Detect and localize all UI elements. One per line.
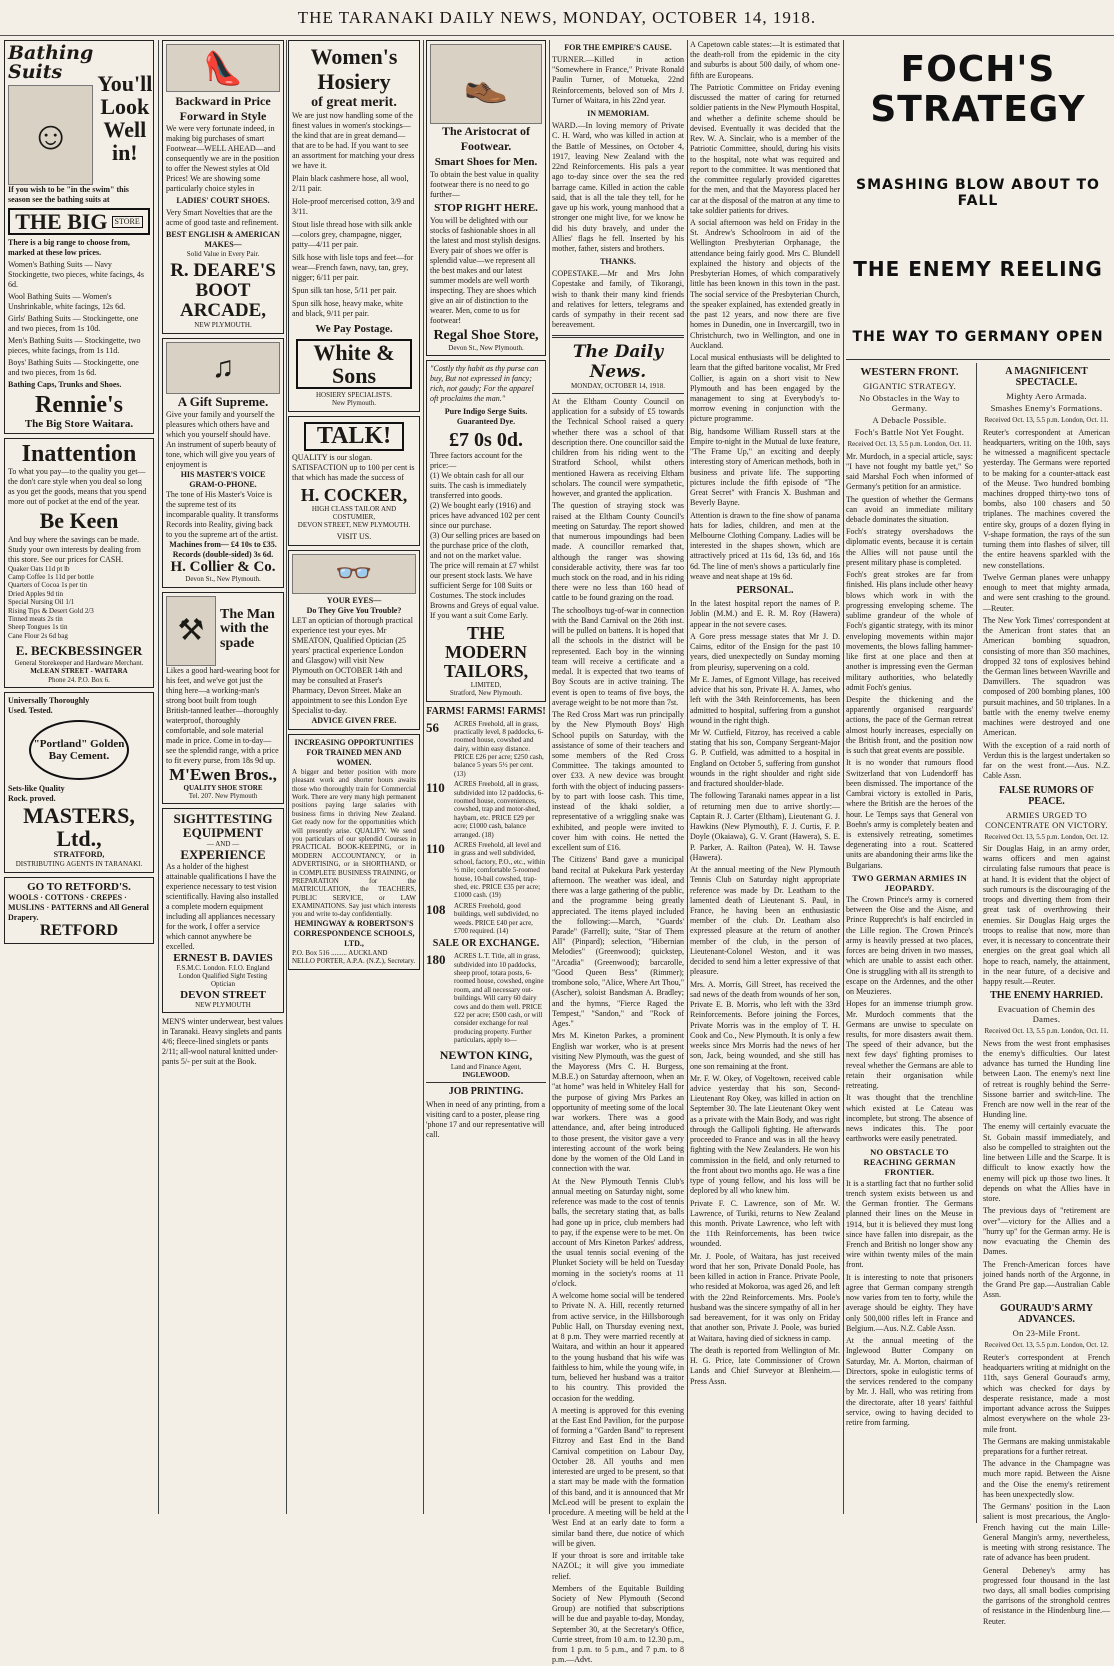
news-paragraph: Mr W. Cutfield, Fitzroy, has received a cable stating that his son, Company Sergeant-Major G. P. Cutfield, was admitted to a hospital in England on October 5, suffering from gunshot wounds in the right shoulder and right side and fractured shoulder-blade. bbox=[690, 728, 840, 789]
news-paragraph: The Red Cross Mart was run principally by the New Plymouth Boys' High School pupils on Saturday, with the assistance of some of their teachers and some members of the Red Cross Committee. The takings amounted to over £33. A new device was brought forth with the object of inducing passers-by to part with loose cash. This time, instead of the khaki soldier, a representative of a wriggling snake was exhibited, and people were invited to cover him with coins. He netted the excellent sum of £16. bbox=[552, 710, 684, 853]
hmv-text: The tone of His Master's Voice is the supreme test of its incomparable quality. It transforms Records into Reality, giving back to you the supreme art of the artist. bbox=[166, 489, 279, 539]
news-paragraph: The Patriotic Committee on Friday evening discussed the matter of caring for returned soldier patients in the New Plymouth Hospital, and whether a definite scheme should be devised. Eventually it was decided that the Rev. W. A. Sinclair, who is a member of the Patriotic Committee, should, during his visits to the hospital, note what was required and report to the committee. It was mentioned that the committee regularly provided cigarettes for the men, and that the Mayoress placed her car at the disposal of the matron at any time to take soldier patients for drives. bbox=[690, 82, 840, 215]
in-text: in! bbox=[111, 140, 138, 166]
gift-text: Give your family and yourself the pleasures which others have and which you yourself should have. An instrument of superb beauty of tone, which will give you years of enjoyment is bbox=[166, 409, 276, 469]
news-paragraph: Members of the Equitable Building Society of New Plymouth (Second Group) are notified that subscriptions will be due and payable to-day, Monday, September 30, at the Secretary's Office, Currie street, from 10 a.m. to 12.30 p.m., from 1 p.m. to 5 p.m., and 7 p.m. to 8 p.m.—Advt. bbox=[552, 1583, 684, 1665]
news-paragraph: The French-American forces have joined hands north of the Argonne, in the Grand Pre gap.—Australian Cable Assn. bbox=[983, 1259, 1110, 1300]
increasing-heading: INCREASING OPPORTUNITIES FOR TRAINED MEN AND WOMEN. bbox=[294, 737, 414, 767]
big-store-logo: THE BIG bbox=[15, 209, 108, 234]
masthead-title: THE TARANAKI DAILY NEWS, MONDAY, OCTOBER 14, 1918. bbox=[297, 8, 817, 27]
hemingway-secretary: NELLO PORTER, A.P.A. (N.Z.), Secretary. bbox=[292, 957, 416, 966]
farm-listing bbox=[426, 780, 546, 839]
list-item: Silk hose with lisle tops and feet—for wear—French fawn, navy, tan, grey, nigger; 6/11 per pair. bbox=[292, 252, 414, 282]
newton-king-name: NEWTON KING, bbox=[439, 1047, 533, 1062]
white-sons-logo: White & Sons bbox=[296, 339, 412, 389]
modern-tailors-ltd: LIMITED, bbox=[470, 680, 502, 689]
fochs-strategy-headline: FOCH'S STRATEGY bbox=[870, 49, 1086, 130]
battle-not-fought: Foch's Battle Not Yet Fought. bbox=[854, 427, 965, 438]
column-3 bbox=[288, 40, 420, 1514]
great-merit-heading: of great merit. bbox=[311, 94, 397, 110]
beckbessinger-phone: Phone 24. P.O. Box 6. bbox=[48, 675, 110, 684]
list-item: Men's Bathing Suits — Stockingette, two pieces, white facings, from 1s 11d. bbox=[8, 336, 141, 356]
regal-text: You will be delighted with our stocks of fashionable shoes in all the latest and most stylish designs. Every pair of shoes we offer is splendid value—we represent all the best makes and our latest summer models are well worth inspecting. They are shoes which give an air of distinction to the wearer. Men, come to us for footwear! bbox=[430, 216, 541, 325]
list-item: Wool Bathing Suits — Women's Unshrinkable, white facings, 12s 6d. bbox=[8, 292, 126, 312]
rennies-subtitle: The Big Store Waitara. bbox=[24, 418, 134, 431]
sight-heading: SIGHTTESTING EQUIPMENT bbox=[173, 811, 273, 840]
news-paragraph: A meeting is approved for this evening at the East End Pavilion, for the purpose of forming a "Garden Band" to represent Fitzroy and East End in the Band Carnival competition on Labour Day, October 28. All youths and men interested are urged to be present, so that a start may be made with the formation of this band, and it is announced that Mr McLeod will be present to explain the procedure. A meeting will be held at the West End at an early date to form a similar band there, due notice of which will be given. bbox=[552, 1405, 684, 1548]
collier-name: H. Collier & Co. bbox=[170, 558, 276, 575]
smashing-blow-headline: SMASHING BLOW ABOUT TO FALL bbox=[856, 177, 1100, 210]
machines-price: Machines from— £4 10s to £35. bbox=[169, 539, 277, 549]
range-text: There is a big range to choose from, marked at these low prices. bbox=[8, 238, 130, 258]
rennies-logo: Rennie's bbox=[34, 392, 123, 419]
news-paragraph: A Capetown cable states:—It is estimated that the death-roll from the epidemic in the city and suburbs is about 500 daily, of whom one-fifth are Europeans. bbox=[690, 40, 840, 80]
news-paragraph: The New York Times' correspondent at the American front states that an American bombing squadron, consisting of more than 350 machines, dropped 32 tons of explosives behind the German lines between Wavrille and Damvillers. The squadron was composed of 200 bombing planes, 100 pursuit machines, and 50 triplanes. In a battle with the enemy twelve enemy machines were destroyed and one American. bbox=[983, 615, 1110, 738]
farm-listing bbox=[426, 952, 546, 1044]
aristocrat-heading: The Aristocrat of Footwear. bbox=[442, 124, 530, 153]
retfords-items: WOOLS · COTTONS · CREPES · MUSLINS · PATTERNS and All General Drapery. bbox=[8, 892, 149, 922]
column-2 bbox=[162, 40, 284, 1514]
news-paragraph: A welcome home social will be tendered to Private N. A. Hill, recently returned from active service, in the Hillsborough Public Hall, on Thursday evening next, at 8 p.m. They were married recently at Waitara, and within an hour it appeared to the young husband that his wife was faithless to him, while the young wife, in turn, believed her husband was a traitor to his country. This provided the occasion for the wedding. bbox=[552, 1291, 684, 1403]
regal-location: Devon St., New Plymouth. bbox=[448, 343, 524, 352]
store-label: STORE bbox=[112, 216, 143, 228]
news-paragraph: Sir Douglas Haig, in an army order, warns officers and men against circulating false rumours that peace is at hand. It is evident that the object of such rumours is the discouraging of the troops and diverting them from their great task of overthrowing their enemies. Sir Douglas Haig urges the troops to realise that now, more than ever, it is necessary to concentrate their energies on the great goal which all hope to reach, namely, the attainment, in the near future, of a decisive and happy result.—Reuter. bbox=[983, 843, 1110, 986]
postage-notice: We Pay Postage. bbox=[315, 322, 393, 335]
list-item: Women's Bathing Suits — Navy Stockingette, two pieces, white facings, 4s 6d. bbox=[8, 260, 144, 290]
beckbessinger-name: E. BECKBESSINGER bbox=[15, 643, 143, 659]
gramophone-icon: ♫ bbox=[166, 342, 280, 394]
inattention-heading: Inattention bbox=[21, 441, 137, 468]
gift-heading: A Gift Supreme. bbox=[177, 393, 269, 409]
deare-ad bbox=[162, 40, 284, 334]
davies-text: As a holder of the highest attainable qualifications I have the experience necessary to test vision scientifically. Having also installed a complete modern equipment including all appliances necessary for the work, I offer a service which cannot anywhere be excelled. bbox=[166, 861, 279, 951]
received-line: Received Oct. 13, 5.5 p.m. London, Oct. 11. bbox=[984, 1027, 1109, 1036]
and-text: — AND — bbox=[206, 839, 240, 848]
modern-tailors-location: Stratford, New Plymouth. bbox=[449, 689, 523, 698]
list-item: Quarters of Cocoa 1s per tin bbox=[8, 581, 88, 590]
news-paragraph: The following Taranaki names appear in a list of returning men due to arrive shortly:—Captain R. J. Carter (Eltham), Lieutenant G. J. Hawkins (New Plymouth), F. J. Curtis, F. P. Doyle (Okaiawa), G. V. Grant (Hawera), S. E. P. Parker, A. Railton (Patea), W. H. Tawse (Hawera). bbox=[690, 791, 840, 862]
hmv-heading: HIS MASTER'S VOICE GRAM-O-PHONE. bbox=[180, 469, 266, 489]
white-sons-location: New Plymouth. bbox=[332, 399, 376, 408]
farm-listing bbox=[426, 841, 546, 900]
new-plymouth-label: NEW PLYMOUTH bbox=[195, 1000, 251, 1009]
stop-right-here: STOP RIGHT HERE. bbox=[434, 202, 538, 214]
no-obstacle-heading: NO OBSTACLE TO REACHING GERMAN FRONTIER. bbox=[863, 1146, 956, 1177]
records-price: Records (double-sided) 3s 6d. bbox=[172, 549, 274, 559]
news-paragraph: Attention is drawn to the fine show of panama hats for ladies, children, and men at the Melbourne Clothing Company. Ladies will be interested in the shapes shown, which are attractively priced at 11s 6d, 13s 6d, and 16s 6d. The line of men's shows a particularly fine weave and neat shape at 19s 6d. bbox=[690, 510, 840, 581]
solid-value: Solid Value in Every Pair. bbox=[186, 250, 260, 258]
news-paragraph: In the latest hospital report the names of P. Joblin (M.M.) and E. R. M. Roy (Hawera) appear in the not severe cases. bbox=[690, 599, 840, 629]
newton-king-location: INGLEWOOD. bbox=[462, 1070, 510, 1079]
talk-heading: TALK! bbox=[304, 422, 404, 451]
hosiery-text: We are just now handling some of the finest values in women's stockings—the kind that are in great demand—that are to be had. If you want to see an assortment for matching your dress we have it. bbox=[292, 110, 415, 170]
news-paragraph: At the Eltham County Council on application for a subsidy of £5 towards the Technical School raised a query whether there was a school of that description there. One councillor said the children from his riding went to the Stratford School, whilst others mentioned Hawera as receiving Eltham scholars. The council were sympathetic, however, and granted the application. bbox=[552, 397, 684, 499]
news-paragraph: Reuter's correspondent at French headquarters writing at midnight on the 11th, says General Gouraud's army, which was checked for days by desperate resistance, made a most important advance across the Suippes almost everywhere on the whole 23-mile front. bbox=[983, 1352, 1110, 1434]
news-paragraph: It is a startling fact that no further solid trench system exists between us and the German frontier. The Germans planned their lines on the Meuse in 1914, but it is believed they must long since have fallen into disrepair, as the French and British no longer show any wire within twenty miles of the main front. bbox=[846, 1178, 973, 1270]
well-text: Well bbox=[103, 117, 147, 143]
received-line: Received Oct. 13, 5.5 p.m. London, Oct. 12. bbox=[984, 832, 1109, 841]
aero-armada-column bbox=[983, 363, 1110, 1626]
hemingway-name: HEMINGWAY & ROBERTSON'S CORRESPONDENCE SCHOOLS, LTD., bbox=[293, 918, 415, 948]
smashes-formations: Smashes Enemy's Formations. bbox=[990, 403, 1103, 414]
farm-desc: ACRES Freehold, all in grass, subdivided into 12 paddocks, 6-roomed house, conveniences, cowshed, trap and motor-shed, haybarn, etc. PRICE £29 per acre; £1000 cash, balance arranged. (18) bbox=[454, 780, 544, 839]
regal-name: Regal Shoe Store, bbox=[433, 328, 539, 343]
bathing-intro: If you wish to be "in the swim" this season see the bathing suits at bbox=[8, 185, 129, 204]
masters-name: MASTERS, Ltd., bbox=[23, 803, 135, 852]
modern-tailors-name: THE MODERN TAILORS, bbox=[443, 623, 529, 681]
spectacles-icon: 👓 bbox=[292, 554, 416, 594]
davies-credentials: F.S.M.C. London. F.I.O. England bbox=[176, 963, 270, 972]
news-paragraph: A social afternoon was held on Friday in the St. Andrew's Schoolroom in aid of the Wellington Presbyterian Orphanage, the attendance being fairly good. Mrs C. Blundell explained the history and objects of the Presbyterian Homes, of which comparatively little has been known in this town in the past. The social service of the Presbyterian Church, the speaker explained, has extended greatly in the past 12 years, and now there are five homes in Dunedin, one in Invercargill, two in Christchurch, two in Wellington, and one in Auckland. bbox=[690, 217, 840, 350]
farm-desc: ACRES L.T. Title, all in grass, subdivided into 10 paddocks, sheep proof, totara posts, 6-roomed house, cowshed, engine room, and all necessary out-buildings. Will carry 60 dairy cows and do them well. PRICE £22 per acre; £500 cash, or will consider exchange for real producing property. Further particulars, apply to— bbox=[454, 952, 544, 1045]
ladies-shoes: LADIES' COURT SHOES. bbox=[176, 196, 270, 205]
list-item: Stout lisle thread hose with silk ankle—colors grey, champagne, nigger, patty—4/11 per pair. bbox=[292, 219, 412, 249]
list-item: Camp Coffee 1s 11d per bottle bbox=[8, 572, 94, 581]
news-paragraph: The Germans' position in the Laon salient is most precarious, the Anglo-French having cut the main Lille-General Mangin's army, nevertheless, is meeting with strong resistance. The rate of advance has been prudent. bbox=[983, 1502, 1110, 1563]
news-paragraph: Foch's great strokes are far from finished. His plans include other heavy blows which work in with the progressing enveloping scheme. The sublime grandeur of the whole of Foch's gigantic strategy, with its minor enveloping movements within major movements, the blows falling hammer-like first at one place and then at another is impressing even the German military authorities, who belatedly admit Foch's genius. bbox=[846, 570, 973, 692]
your-eyes-heading: YOUR EYES— bbox=[326, 595, 382, 605]
debacle-possible: A Debacle Possible. bbox=[872, 415, 947, 426]
white-sons-ad bbox=[288, 40, 420, 412]
empire-cause-text: TURNER.—Killed in action "Somewhere in France," Private Ronald Paulin Turner, of Motueka, 22nd Reinforcements, beloved son of Mrs J. Turner of Waitara, in his 22nd year. bbox=[552, 55, 684, 105]
news-paragraph: Local musical enthusiasts will be delighted to learn that the gifted baritone vocalist, Mr Fred Collier, is again on a short visit to New Plymouth and has been engaged by the management to sing at Everybody's to-morrow evening in conjunction with the picture programme. bbox=[690, 353, 840, 424]
news-paragraph: Reuter's correspondent at American headquarters, writing on the 10th, says he witnessed a magnificent spectacle yesterday. The Germans were reported to be making for a counter-attack east of the Meuse. Two hundred bombing machines dropped thirty-two tons of bombs, also 100 chasers and 50 triplanes. The machines covered the entire sky, groups of a dozen flying in V-shape formation, the rays of the sun turning them into flashes of silver, till the entire heavens sparkled with the new constellations. bbox=[983, 427, 1110, 570]
concentrate-victory: ARMIES URGED TO CONCENTRATE ON VICTORY. bbox=[985, 809, 1108, 830]
cocker-name: H. COCKER, bbox=[300, 484, 408, 505]
smart-shoes-text: To obtain the best value in quality footwear there is no need to go further— bbox=[430, 170, 539, 199]
false-rumors-heading: FALSE RUMORS OF PEACE. bbox=[999, 784, 1094, 807]
deare-name: R. DEARE'S BOOT ARCADE, bbox=[170, 260, 276, 322]
hemingway-address: P.O. Box 516 ......... AUCKLAND bbox=[292, 948, 388, 957]
column-6 bbox=[690, 40, 840, 1514]
portland-cement-logo: "Portland" Golden Bay Cement. bbox=[29, 720, 129, 780]
news-paragraph: At the New Plymouth Tennis Club's annual meeting on Saturday night, some reference was made to the cost of tennis balls, the secretary stating that, as balls had gone up in price, club members had to pay, if the expense were to be met. On account of Mrs Kineton Parkes' address, the usual tennis social evening of the Plunket Society will be held on Tuesday morning in the society's rooms at 11 o'clock. bbox=[552, 1176, 684, 1288]
visit-us: VISIT US. bbox=[336, 531, 372, 541]
western-front-column bbox=[846, 363, 977, 1523]
cocker-address: DEVON STREET, NEW PLYMOUTH. bbox=[297, 521, 411, 530]
shoe-icon: 👠 bbox=[166, 44, 280, 92]
news-paragraph: The Germans are making unmistakable preparations for a further retreat. bbox=[983, 1436, 1110, 1456]
column-7 bbox=[846, 40, 1110, 1626]
hemingway-ad bbox=[288, 734, 420, 970]
pure-indigo-heading: Pure Indigo Serge Suits. Guaranteed Dye. bbox=[444, 407, 528, 427]
list-item: Cane Flour 2s 6d bag bbox=[8, 631, 68, 640]
list-item: Spun silk tan hose, 5/11 per pair. bbox=[292, 285, 397, 295]
news-paragraph: With the exception of a raid north of Verdun this is the largest undertaken so far on the west front.—Aus. N.Z. Cable Assn. bbox=[983, 740, 1110, 781]
hemingway-text: A bigger and better position with more pleasant work and shorter hours awaits those who thoroughly train for Commercial Work. There are very many high permanent positions paying large salaries with business firms in thriving New Zealand. Get ready now for the opportunities which will presently arise. QUALIFY. We send you particulars of our splendid Courses in PRACTICAL BOOK-KEEPING, or in MODERN ACCOUNTANCY, or in ADVERTISING, or in SHORTHAND, or in COMPLETE BUSINESS TRAINING, or PREPARATION for the MATRICULATION, the TEACHERS, PUBLIC SERVICE, or LAW EXAMINATIONS. Say just which interests you and write to-day confidentially. bbox=[292, 767, 416, 919]
farm-desc: ACRES Freehold, all in grass, practically level, 8 paddocks, 6-roomed house, cowshed and dairy, within easy distance. PRICE £26 per acre; £250 cash, balance 5 years 5½ per cent. (13) bbox=[454, 719, 544, 778]
in-memoriam-heading: IN MEMORIAM. bbox=[587, 109, 649, 119]
list-item: Special Nursing Oil 1/1 bbox=[8, 598, 75, 607]
youll-text: You'll bbox=[97, 71, 153, 96]
news-paragraph: Mr. J. Poole, of Waitara, has just received word that her son, Private Donald Poole, has been killed in action in France. Private Poole, who resided at Mokoroa, was aged 26, and left with the 22nd Reinforcements. Mrs. Poole's husband was the sincere sympathy of all in her sad bereavement, for it was only on Friday that another son, Private J. Poole, was buried at Waitara, having died of sickness in camp. bbox=[690, 1251, 840, 1343]
reasons-intro: Three factors account for the price:— bbox=[430, 451, 523, 471]
beckbessinger-ad bbox=[4, 438, 154, 688]
news-paragraph: At the annual meeting of the Inglewood Butter Company on Saturday, Mr. A. Morton, chairman of Directors, spoke in eulogistic terms of the services rendered to the company by Mr. J. Hall, who was retiring from the directorate, after 18 years' faithful service, owing to having decided to retire from farming. bbox=[846, 1336, 973, 1427]
mens-underwear-notice: MEN'S winter underwear, best values in Taranaki. Heavy singlets and pants 4/6; fleece-lined singlets or pants 2/11; all-wool natural knitted under-pants 5/- per suit at the Book. bbox=[162, 1017, 283, 1067]
smeaton-text: LET an optician of thorough practical experience test your eyes. Mr SMEATON, Qualified Optician (25 years' practical experience London and Glasgow) will visit New Plymouth on OCTOBER 14th and may be consulted at Fraser's Pharmacy, Devon Street. Make an appointment to see this London Eye Specialist to-day. bbox=[292, 615, 413, 715]
be-keen-text: And buy where the savings can be made. Study your own interests by dealing from this store. See our prices for CASH. bbox=[8, 534, 141, 564]
davies-qualification: London Qualified Sight Testing Optician bbox=[178, 972, 268, 989]
be-keen-heading: Be Keen bbox=[39, 508, 119, 534]
devon-street: DEVON STREET bbox=[180, 988, 266, 1001]
beckbessinger-subtitle: General Storekeeper and Hardware Merchant. bbox=[14, 659, 144, 668]
list-item: Quaker Oats 11d pt lb bbox=[8, 564, 70, 573]
mewen-name: M'Ewen Bros., bbox=[169, 764, 277, 784]
reason-1: (1) We obtain cash for all our suits. The cash is immediately transferred into goods. bbox=[430, 471, 527, 501]
price-remain-text: The price will remain at £7 whilst our present stock lasts. We have sufficient Serge for 108 Suits or Costumes. The stock includes Browns and Greys of equal value. If you want a suit Come Early. bbox=[430, 561, 539, 621]
mewen-subtitle: QUALITY SHOE STORE bbox=[183, 783, 263, 792]
list-item: Rising Tips & Desert Gold 2/3 bbox=[8, 606, 94, 615]
list-item: Girls' Bathing Suits — Stockingette, one and two pieces, from 1s 10d. bbox=[8, 314, 139, 334]
farm-acres: 110 bbox=[426, 841, 445, 856]
reason-2: (2) We bought early (1916) and prices have advanced 102 per cent since our purchase. bbox=[430, 501, 540, 531]
news-paragraph: Foch's strategy overshadows the diplomatic events, because it is certain the Allies will not pause until the present military phase is completed. bbox=[846, 527, 973, 567]
enemy-reeling-headline: THE ENEMY REELING bbox=[853, 257, 1103, 282]
news-paragraph: If your throat is sore and irritable take NAZOL; it will give you immediate relief. bbox=[552, 1551, 684, 1581]
list-item: Sheep Tongues 1s tin bbox=[8, 623, 68, 632]
news-paragraph: The Crown Prince's army is cornered between the Oise and the Aisne, and Prince Rupprecht's is half encircled in the Lille region. The Crown Prince's army is heavily pressed at two places, forces are being driven in two masses, which are unable to assist each other. One is struggling with all its strength to escape on the Ardennes, and the other on Meuzieres. bbox=[846, 894, 973, 997]
news-paragraph: Mrs M. Kineton Parkes, a prominent English war worker, who is at present visiting New Plymouth, was the guest of the Mayoress (Mrs C. H. Burgess, M.B.E.) on Saturday afternoon, when an "at home" was held in Whiteley Hall for the purpose of giving Mrs Parkes an opportunity of meeting some of the local war workers. There was a good attendance, and, after being introduced to those present, the visitor gave a very interesting account of the work being done by the women of the Old Land in connection with the war. bbox=[552, 1031, 684, 1174]
two-armies-heading: TWO GERMAN ARMIES IN JEOPARDY. bbox=[852, 872, 967, 893]
newton-king-ad bbox=[426, 706, 546, 1080]
news-paragraph: The previous days of "retirement are over"—victory for the Allies and a "hurry up" for the German army. He is now evacuating the Chemin des Dames. bbox=[983, 1206, 1110, 1257]
bather-illustration: ☺ bbox=[8, 85, 93, 185]
farm-listing bbox=[426, 902, 546, 936]
mewen-text: Likes a good hard-wearing boot for his feet, and we've got just the thing here—a working-man's strong boot built from tough British-tanned leather—thoroughly waterproof, thoroughly comfortable, and sole material made in price. Come in to-day—see the splendid range, with a price to fit every purse, from 18s 9d up. bbox=[166, 665, 280, 765]
news-paragraph: Mrs. A. Morris, Gill Street, has received the sad news of the death from wounds of her son, Private E. B. Morris, who left with the 33rd Reinforcements. Before joining the Forces, Private Morris was in the employ of T. H. Cook and Co., New Plymouth. It is only a few weeks since Mrs Morris had the news of her son, Jack, being wounded, and she still has one son remaining at the front. bbox=[690, 979, 840, 1071]
western-front-heading: WESTERN FRONT. bbox=[860, 366, 959, 379]
smeaton-ad bbox=[288, 550, 420, 730]
experience-heading: EXPERIENCE bbox=[180, 847, 266, 863]
beckbessinger-address: McLEAN STREET - WAITARA bbox=[30, 667, 128, 676]
rock-proved-text: Rock. proved. bbox=[8, 794, 56, 804]
news-paragraph: Hopes for an immense triumph grow. Mr. Murdoch comments that the Germans are unwise to speculate on results, for more disasters await them. The speed of their advance, but the next few days' fighting promises to reveal whether the Germans are able to retain their organisation while retreating. bbox=[846, 999, 973, 1091]
in-memoriam-text: WARD.—In loving memory of Private C. H. Ward, who was killed in action at the Battle of Messines, on October 4, 1917, leaving New Zealand with the 22nd Reinforcements. His pals a year ago to-day since over the sea the red barrage came. Killed in action the cable said, that is all the tale they tell, for he gave up his work, young manhood that a stronger one might live, for we know he did his duty bravely, and under the Allies' flags he fell. Inserted by his mother, father, sisters and brothers. bbox=[552, 121, 684, 253]
job-printing-heading: JOB PRINTING. bbox=[448, 1086, 524, 1098]
cocker-subtitle: HIGH CLASS TAILOR AND COSTUMIER, bbox=[311, 504, 397, 522]
sets-like-text: Sets-like Quality bbox=[8, 784, 65, 794]
news-paragraph: News from the west front emphasises the enemy's difficulties. Our latest advance has turned the Hunding line between Laon. The enemy's next line of retreat is roughly behind the Serre-Sissone barrier and switch-line. The French are now well in the rear of the Hunding line. bbox=[983, 1038, 1110, 1120]
list-item: Spun silk hose, heavy make, white and black, 9/11 per pair. bbox=[292, 298, 403, 318]
column-4 bbox=[426, 40, 546, 1514]
list-item: Bathing Caps, Trunks and Shoes. bbox=[8, 380, 122, 390]
list-item: Tinned meats 2s tin bbox=[8, 614, 63, 623]
deare-location: NEW PLYMOUTH. bbox=[194, 321, 252, 330]
hosiery-list bbox=[292, 174, 416, 319]
news-paragraph: Mr. Murdoch, in a special article, says: "I have not fought my battle yet," So said Marshal Foch when informed of Germany's petition for an armistice. bbox=[846, 451, 973, 492]
aero-armada: Mighty Aero Armada. bbox=[1006, 391, 1087, 402]
news-paragraph: It was thought that the trenchline which existed at Le Cateau was incomplete, but strong. The absence of news indicates this. The poor earthworks were easily penetrated. bbox=[846, 1093, 973, 1144]
news-paragraph: Mr. F. W. Okey, of Vogeltown, received cable advice yesterday that his son, Second-Lieutenant Roy Okey, was killed in action on September 30. The late Lieutenant Okey went as a private with the Main Body, and was right through the Gallipoli fighting. He afterwards proceeded to France and was in all the heavy fighting with the New Zealanders. He won his commission in the field, and only returned to the front about two months ago. He was a fine type of young fellow, and his loss will be deplored by all who knew him. bbox=[690, 1073, 840, 1196]
chemin-des-dames: Evacuation of Chemin des Dames. bbox=[997, 1004, 1096, 1025]
farm-acres: 108 bbox=[426, 901, 446, 917]
thanks-text: COPESTAKE.—Mr and Mrs John Copestake and family, of Tikorangi, wish to thank their many kind friends and relatives for letters, telegrams and cards of sympathy in their recent sad bereavement. bbox=[552, 269, 684, 330]
magnificent-spectacle-heading: A MAGNIFICENT SPECTACLE. bbox=[1005, 366, 1088, 389]
davies-name: ERNEST B. DAVIES bbox=[173, 951, 273, 964]
man-spade-heading: The Man with the spade bbox=[220, 606, 275, 652]
news-paragraph: The question of straying stock was raised at the Eltham County Council's meeting on Saturday. The report showed that numerous impoundings had been made. A councillor remarked that, although the ranger was showing considerable activity, there was far too much stock on the road, and in his riding there were no less than 160 head of cattle to be found grazing on the road. bbox=[552, 501, 684, 603]
mewen-ad bbox=[162, 592, 284, 805]
bathing-suits-ad bbox=[4, 40, 154, 434]
mewen-phone: Tel. 207. New Plymouth bbox=[188, 791, 258, 800]
twenty-three-mile-front: On 23-Mile Front. bbox=[1012, 1328, 1081, 1339]
bathing-item-list bbox=[8, 260, 150, 390]
farm-desc: ACRES Freehold, all level and in grass and well subdivided, school, factory, P.O., etc., within ½ mile; comfortable 5-roomed house, 10-bail cowshed, trap-shed, etc. PRICE £35 per acre; £1000 cash. (19) bbox=[454, 841, 546, 900]
received-line: Received Oct. 13, 5.5 p.m. London, Oct. 12. bbox=[984, 1341, 1109, 1350]
inattention-text: To what you pay—to the quality you get—the don't care style when you deal so long as you get the goods, means that you spend more out of pocket at the end of the year. bbox=[8, 467, 147, 507]
collier-location: Devon St., New Plymouth. bbox=[185, 575, 261, 584]
womens-hosiery-heading: Women's Hosiery bbox=[310, 44, 398, 95]
gigantic-strategy: GIGANTIC STRATEGY. bbox=[862, 381, 957, 392]
no-obstacles: No Obstacles in the Way to Germany. bbox=[859, 393, 960, 414]
farm-listing bbox=[426, 720, 546, 779]
reason-3: (3) Our selling prices are based on the purchase price of the cloth, and not on the market value. bbox=[430, 531, 541, 561]
masters-location: STRATFORD, bbox=[53, 850, 105, 860]
daily-news-title: The Daily News. bbox=[572, 341, 664, 382]
farm-desc: ACRES Freehold, good buildings, well subdivided, no weeds. PRICE £40 per acre, £700 required. (14) bbox=[454, 901, 539, 935]
news-paragraph: Mr E. James, of Egmont Village, has received advice that his son, Private H. A. James, who left with the 34th Reinforcements, has been admitted to hospital, suffering from a gunshot wound in the right thigh. bbox=[690, 674, 840, 725]
price-list bbox=[8, 565, 150, 641]
eyes-trouble-heading: Do They Give You Trouble? bbox=[306, 605, 402, 615]
masters-agents: DISTRIBUTING AGENTS IN TARANAKI. bbox=[15, 860, 143, 869]
newton-king-subtitle: Land and Finance Agent, bbox=[450, 1062, 522, 1071]
empire-cause-heading: FOR THE EMPIRE'S CAUSE. bbox=[564, 43, 672, 52]
news-paragraph: At the annual meeting of the New Plymouth Tennis Club on Saturday night appropriate reference was made by Dr. Leatham to the lamented death of Lieutenant S. Paul, in France, he having been an enthusiastic member of the club. Dr. Leatham also expressed pleasure at the return of another member of the club, in the person of Lieutenant-Colonel Weston, and it was decided to send him a letter expressive of that pleasure. bbox=[690, 865, 840, 977]
forward-heading: Forward in Style bbox=[179, 109, 267, 123]
farm-acres: 110 bbox=[426, 780, 445, 796]
suit-price: £7 0s 0d. bbox=[449, 429, 523, 452]
news-paragraph: Twelve German planes were unhappy enough to meet that mighty armada, and were sent crashing to the ground.—Reuter. bbox=[983, 572, 1110, 613]
news-paragraph: A Gore press message states that Mr J. D. Cairns, editor of the Ensign for the past 10 years, died unexpectedly on Sunday morning from pleurisy, supervening on a cold. bbox=[690, 631, 840, 672]
received-line: Received Oct. 13, 5.5 p.m. London, Oct. 11. bbox=[984, 416, 1109, 425]
news-paragraph: General Debeney's army has progressed four thousand in the last two days, all small bodies comprising the garrisons of the stronghold centres of resistance in the Hindenburg line.—Reuter. bbox=[983, 1565, 1110, 1626]
modern-tailors-ad bbox=[426, 360, 546, 701]
farm-acres: 180 bbox=[426, 952, 446, 968]
used-tested-text: Used. Tested. bbox=[8, 706, 53, 716]
news-paragraph: Despite the thickening and the apparently organised rearguards' actions, the pace of the German retreat almost hourly increases, especially on the British front, and the position now is such that great events are possible. bbox=[846, 694, 973, 756]
talk-text: QUALITY is our slogan. SATISFACTION up to 100 per cent is that which has made the success of bbox=[292, 452, 415, 482]
column-5 bbox=[552, 40, 684, 1665]
list-item: Dried Apples 9d tin bbox=[8, 589, 64, 598]
news-paragraph: The schoolboys tug-of-war in connection with the Band Carnival on the 26th inst. will be pulled on battens. It is hoped that all the schools in the district will be represented. Each boy in the winning team will receive a certificate and a medal. It is expected that two teams of Boy Scouts are in active training. The event is open to teams of five boys, the average weight to be not more than 7st. bbox=[552, 605, 684, 707]
list-item: Plain black cashmere hose, all wool, 2/11 pair. bbox=[292, 173, 409, 193]
shakespeare-quote: "Costly thy habit as thy purse can buy, But not expressed in fancy; rich, not gaudy; For the apparel oft proclaims the man." bbox=[430, 364, 539, 404]
way-to-germany-headline: THE WAY TO GERMANY OPEN bbox=[852, 329, 1104, 346]
masthead bbox=[0, 0, 1114, 36]
davies-ad bbox=[162, 808, 284, 1013]
collier-ad bbox=[162, 338, 284, 588]
cocker-ad bbox=[288, 416, 420, 546]
farm-acres: 56 bbox=[426, 719, 439, 735]
sale-exchange-heading: SALE OR EXCHANGE. bbox=[432, 938, 540, 950]
news-paragraph: It is interesting to note that prisoners agree that German company strength now varies from ten to forty, while the average should be eighty. They have only 500,000 rifles left in France and Belgium.—Aus. N.Z. Cable Assn. bbox=[846, 1272, 973, 1333]
column-1 bbox=[4, 40, 154, 1514]
enemy-harried-heading: THE ENEMY HARRIED. bbox=[990, 990, 1103, 1002]
retfords-ad bbox=[4, 877, 154, 944]
farms-heading: FARMS! FARMS! FARMS! bbox=[426, 705, 546, 717]
received-line: Received Oct. 13, 5.5 p.m. London, Oct. 11. bbox=[847, 440, 972, 449]
list-item: Boys' Bathing Suits — Stockingette, one and two pieces, from 1s 6d. bbox=[8, 358, 139, 378]
regal-ad bbox=[426, 40, 546, 356]
goto-retfords: GO TO RETFORD'S. bbox=[27, 880, 131, 893]
universally-text: Universally Thoroughly bbox=[8, 696, 90, 706]
news-paragraph: The question of whether the Germans can avoid an immediate military debacle dominates the situation. bbox=[846, 494, 973, 524]
job-printing-text: When in need of any printing, from a visiting card to a poster, please ring 'phone 17 and our representative will call. bbox=[426, 1100, 546, 1140]
hosiery-specialists: HOSIERY SPECIALISTS. bbox=[316, 390, 392, 399]
news-paragraph: Big, handsome William Russell stars at the Empire to-night in the Mutual de luxe feature, "The Frame Up," an exciting and deeply interesting story of American methods, both in business and private life. The supporting pictures include the fifth episode of "The Great Secret" with Francis X. Bushman and Beverly Bayne. bbox=[690, 426, 840, 508]
personal-heading: PERSONAL. bbox=[736, 585, 794, 597]
ladies-text: Very Smart Novelties that are the acme of good taste and refinement. bbox=[166, 208, 279, 227]
retford-name: RETFORD bbox=[39, 921, 119, 939]
news-paragraph: The death is reported from Wellington of Mr. H. G. Price, late Commissioner of Crown Lands and Chief Surveyor at Blenheim.—Press Assn. bbox=[690, 1345, 840, 1386]
news-paragraph: The advance in the Champagne was much more rapid. Between the Aisne and the Oise the enemy's retirement has been unexpectedly slow. bbox=[983, 1459, 1110, 1499]
news-paragraph: The enemy will certainly evacuate the St. Gobain massif immediately, and also be compelled to straighten out the line between Lille and the Scarpe. It is difficult to know exactly how the enemy will pick up those two lines. It depends on what the Allies have in store. bbox=[983, 1122, 1110, 1204]
gouraud-advances-heading: GOURAUD'S ARMY ADVANCES. bbox=[999, 1303, 1094, 1326]
advice-free: ADVICE GIVEN FREE. bbox=[311, 715, 397, 725]
workman-illustration: ⚒ bbox=[166, 596, 216, 666]
thanks-heading: THANKS. bbox=[600, 257, 636, 267]
mens-shoe-icon: 👞 bbox=[430, 44, 542, 124]
deare-text: We were very fortunate indeed, in making big purchases of smart Footwear—WELL AHEAD—and consequently we are in the position to offer the Newest styles at Old Prices! We are showing some particularly choice styles in bbox=[166, 124, 280, 193]
daily-news-date: MONDAY, OCTOBER 14, 1918. bbox=[571, 381, 665, 390]
list-item: Hole-proof mercerised cotton, 3/9 and 3/11. bbox=[292, 196, 415, 216]
backward-heading: Backward in Price bbox=[175, 94, 271, 108]
news-paragraph: It is no wonder that rumours flood Switzerland that von Ludendorff has been dismissed. The importance of the Cambrai victory is extolled in Paris, where the British are the heroes of the hour. Le Temps says that General von Boehn's army is completely beaten and is extensively retreating, sometimes degenerating into a rout. Scattered units are abandoning their arms like the Bulgarians. bbox=[846, 758, 973, 870]
look-text: Look bbox=[100, 94, 150, 120]
cement-ad bbox=[4, 692, 154, 873]
best-makes: BEST ENGLISH & AMERICAN MAKES— bbox=[166, 230, 280, 249]
news-paragraph: The Citizens' Band gave a municipal band recital at Pukekura Park yesterday afternoon. The weather was ideal, and there was a large gathering of the public, and the programme being greatly appreciated. The items played included the following:—March, "Guards' Parade" (Farrell); suite, "Star of Them All" (Pinpard); selection, "Hibernian Melodies" (Greenwood); quickstep, "Arcadia" (Greenwood); barcarolle, "Good Queen Bess" (Rimmer); trombone solo, "Alice, Where Art Thou," (Ascher), soloist Bandsman A. Bradley; and the hymns, "Fierce Raged the Tempest," "Sandon," and "Rock of Ages." bbox=[552, 855, 684, 1029]
bathing-title: Bathing Suits bbox=[8, 42, 94, 83]
smart-shoes-heading: Smart Shoes for Men. bbox=[434, 156, 538, 168]
news-paragraph: Private F. C. Lawrence, son of Mr. W. Lawrence, of Turiki, returns to New Zealand this month. Private Lawrence, who left with the 11th Reinforcements, has been twice wounded. bbox=[690, 1198, 840, 1249]
